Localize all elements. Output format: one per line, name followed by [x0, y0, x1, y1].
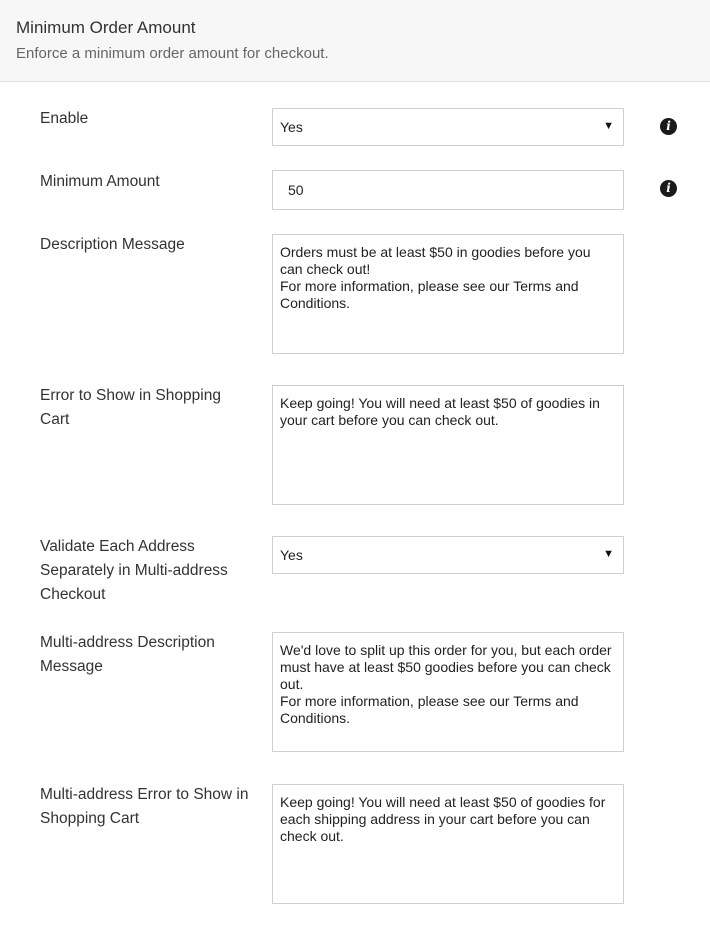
- validate-address-select[interactable]: [272, 536, 624, 574]
- chevron-down-icon: ▼: [603, 120, 614, 132]
- validate-address-select-value: Yes: [280, 547, 303, 563]
- section-title: Minimum Order Amount: [16, 18, 196, 37]
- enable-label: Enable: [40, 110, 89, 127]
- description-message-textarea[interactable]: [272, 234, 624, 354]
- enable-select-value: Yes: [280, 119, 303, 135]
- multi-cart-error-text: Keep going! You will need at least $50 of goodies for each shipping address in your cart before you can check out.: [280, 794, 606, 844]
- cart-error-label: Error to Show in Shopping Cart: [40, 387, 221, 428]
- enable-select[interactable]: [272, 108, 624, 146]
- info-icon[interactable]: i: [660, 118, 677, 135]
- cart-error-text: Keep going! You will need at least $50 of goodies in your cart before you can check out.: [280, 395, 600, 428]
- multi-cart-error-label: Multi-address Error to Show in Shopping Cart: [40, 786, 249, 827]
- chevron-down-icon: ▼: [603, 548, 614, 560]
- info-icon[interactable]: i: [660, 180, 677, 197]
- minimum-amount-value: 50: [288, 182, 304, 198]
- minimum-amount-input[interactable]: [272, 170, 624, 210]
- multi-description-label: Multi-address Description Message: [40, 634, 215, 675]
- description-message-text: Orders must be at least $50 in goodies before you can check out! For more information, please see our Terms and Conditions.: [280, 244, 591, 311]
- section-description: Enforce a minimum order amount for checkout.: [16, 45, 329, 62]
- validate-address-label: Validate Each Address Separately in Multi-address Checkout: [40, 538, 228, 603]
- description-message-label: Description Message: [40, 236, 185, 253]
- multi-cart-error-textarea[interactable]: [272, 784, 624, 904]
- settings-header: [0, 0, 710, 82]
- minimum-amount-label: Minimum Amount: [40, 173, 160, 190]
- multi-description-textarea[interactable]: [272, 632, 624, 752]
- multi-description-text: We'd love to split up this order for you, but each order must have at least $50 goodies before you can check out. For more information, please see our Terms and Conditions.: [280, 642, 612, 726]
- cart-error-textarea[interactable]: [272, 385, 624, 505]
